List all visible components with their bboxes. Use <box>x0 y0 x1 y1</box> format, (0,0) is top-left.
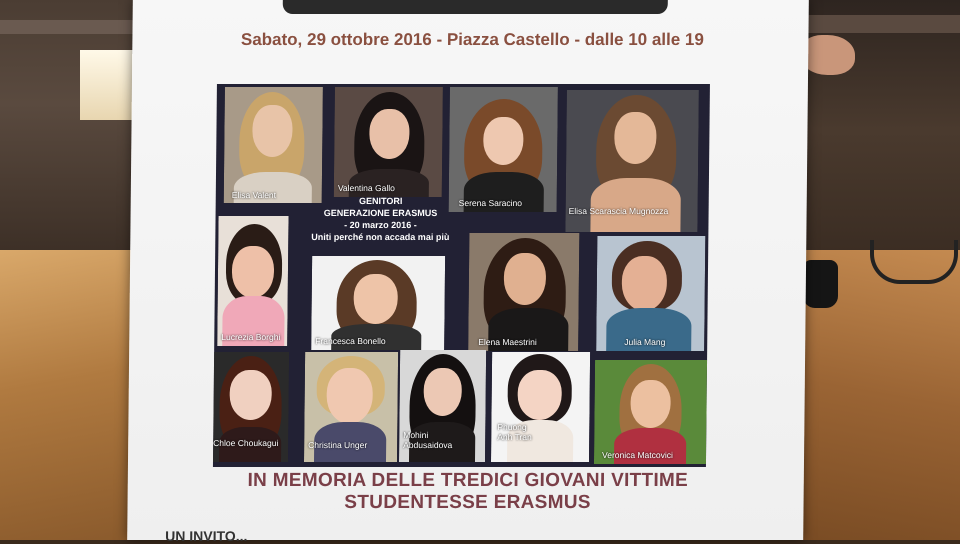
photo-veronica-matcovici <box>594 360 707 464</box>
genitori-line2: GENERAZIONE ERASMUS <box>323 208 438 218</box>
chair-back-right <box>800 15 960 33</box>
name-elisa-scarascia: Elisa Scarascia Mugnozza <box>568 206 669 216</box>
genitori-text <box>305 195 456 243</box>
photo-julia-mang <box>596 236 705 351</box>
photo-elisa-scarascia <box>565 90 698 232</box>
name-julia-mang: Julia Mang <box>624 337 666 347</box>
photo-serena-saracino <box>449 87 558 212</box>
name-christina-unger: Christina Unger <box>308 440 368 450</box>
name-elisa-valent: Elisa Valent <box>231 190 277 200</box>
photo-chloe-choukagui <box>213 352 289 462</box>
photo-phuong-anh-tran <box>491 352 590 462</box>
bottom-partial-text: UN INVITO... <box>165 528 248 544</box>
genitori-line3: - 20 marzo 2016 - <box>344 220 417 230</box>
name-phuong-anh-tran: Phuong Anh Tran <box>497 422 532 442</box>
name-lucrezia-borghi: Lucrezia Borghi <box>221 332 281 342</box>
memorial-poster <box>127 0 809 544</box>
photo-christina-unger <box>304 352 398 462</box>
person-shoe <box>803 260 838 308</box>
photo-elisa-valent <box>224 87 323 203</box>
event-dateline: Sabato, 29 ottobre 2016 - Piazza Castello - dalle 10 alle 19 <box>240 30 704 49</box>
photo-francesca-bonello <box>311 256 445 350</box>
genitori-line1: GENITORI <box>358 196 403 206</box>
photo-collage <box>213 84 710 467</box>
chair-back-left <box>0 20 150 34</box>
name-elena-maestrini: Elena Maestrini <box>478 337 537 347</box>
name-veronica-matcovici: Veronica Matcovici <box>602 450 673 460</box>
name-mohini-abdusaidova: Mohini Abdusaidova <box>403 430 453 450</box>
name-valentina-gallo: Valentina Gallo <box>337 183 395 193</box>
memorial-line1: IN MEMORIA DELLE TREDICI GIOVANI VITTIME <box>247 470 689 491</box>
name-chloe-choukagui: Chloe Choukagui <box>213 438 279 448</box>
name-francesca-bonello: Francesca Bonello <box>315 336 386 346</box>
photo-mohini-abdusaidova <box>399 350 486 462</box>
poster-top-banner <box>283 0 668 14</box>
memorial-line2: STUDENTESSE ERASMUS <box>344 492 591 513</box>
photo-valentina-gallo <box>334 87 443 197</box>
chair-leg <box>870 240 958 284</box>
photo-lucrezia-borghi <box>217 216 288 346</box>
photo-elena-maestrini <box>468 233 579 351</box>
memorial-headline <box>167 470 767 514</box>
name-serena-saracino: Serena Saracino <box>458 198 523 208</box>
genitori-line4: Uniti perché non accada mai più <box>311 232 450 242</box>
room-wall-left <box>0 0 150 260</box>
